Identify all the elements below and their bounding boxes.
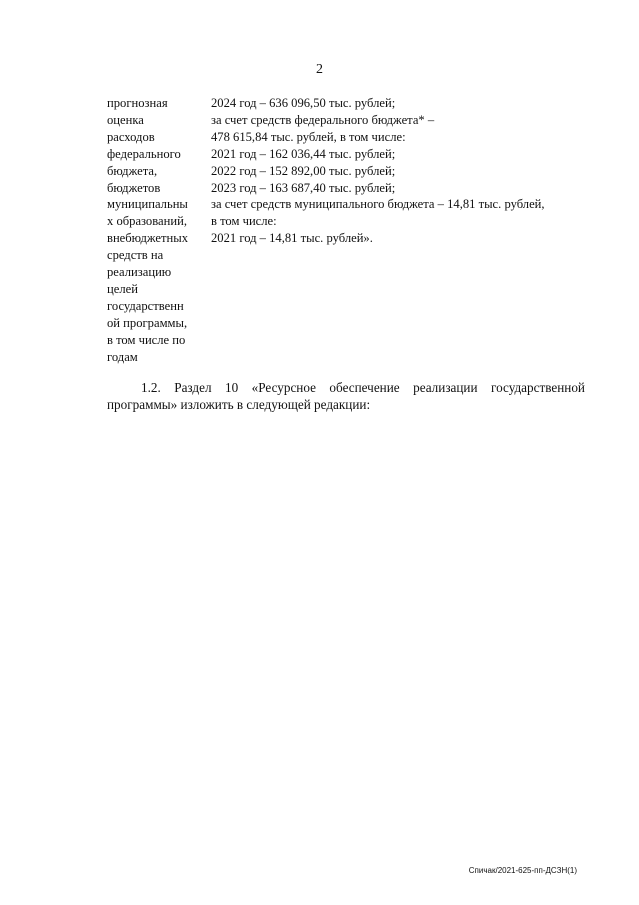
right-line: 478 615,84 тыс. рублей, в том числе:	[211, 129, 406, 144]
left-line: х образований,	[107, 214, 187, 229]
right-line: за счет средств муниципального бюджета – 14,81 тыс. рублей,	[211, 197, 545, 212]
right-line: за счет средств федерального бюджета* –	[211, 112, 435, 127]
page-number: 2	[316, 62, 323, 77]
left-line: бюджета,	[107, 163, 158, 178]
amendment-paragraph	[107, 379, 585, 413]
left-line: федерального	[107, 146, 181, 161]
table-left-column	[107, 95, 209, 366]
left-line: в том числе по	[107, 332, 186, 347]
left-line: прогнозная	[107, 96, 168, 110]
right-line: 2021 год – 14,81 тыс. рублей».	[211, 231, 373, 246]
left-line: годам	[107, 349, 138, 364]
left-line: расходов	[107, 129, 155, 144]
right-line: 2021 год – 162 036,44 тыс. рублей;	[211, 146, 396, 161]
left-line: средств на	[107, 248, 164, 263]
right-line: 2023 год – 163 687,40 тыс. рублей;	[211, 180, 396, 195]
right-line: в том числе:	[211, 214, 277, 229]
left-line: реализацию	[107, 265, 172, 280]
left-line: целей	[107, 281, 138, 296]
table-right-column	[211, 95, 601, 247]
left-line: внебюджетных	[107, 231, 188, 246]
left-line: государственн	[107, 298, 184, 313]
left-line: муниципальны	[107, 197, 188, 212]
left-line: ой программы,	[107, 315, 188, 330]
paragraph-line: программы» изложить в следующей редакции:	[107, 397, 371, 412]
right-line: 2022 год – 152 892,00 тыс. рублей;	[211, 163, 396, 178]
left-line: бюджетов	[107, 180, 161, 195]
right-line: 2024 год – 636 096,50 тыс. рублей;	[211, 96, 396, 110]
document-code: Спичак/2021-625-пп-ДСЗН(1)	[468, 866, 577, 875]
paragraph-line: 1.2. Раздел 10 «Ресурсное обеспечение реализации государственной	[141, 380, 585, 395]
left-line: оценка	[107, 112, 144, 127]
